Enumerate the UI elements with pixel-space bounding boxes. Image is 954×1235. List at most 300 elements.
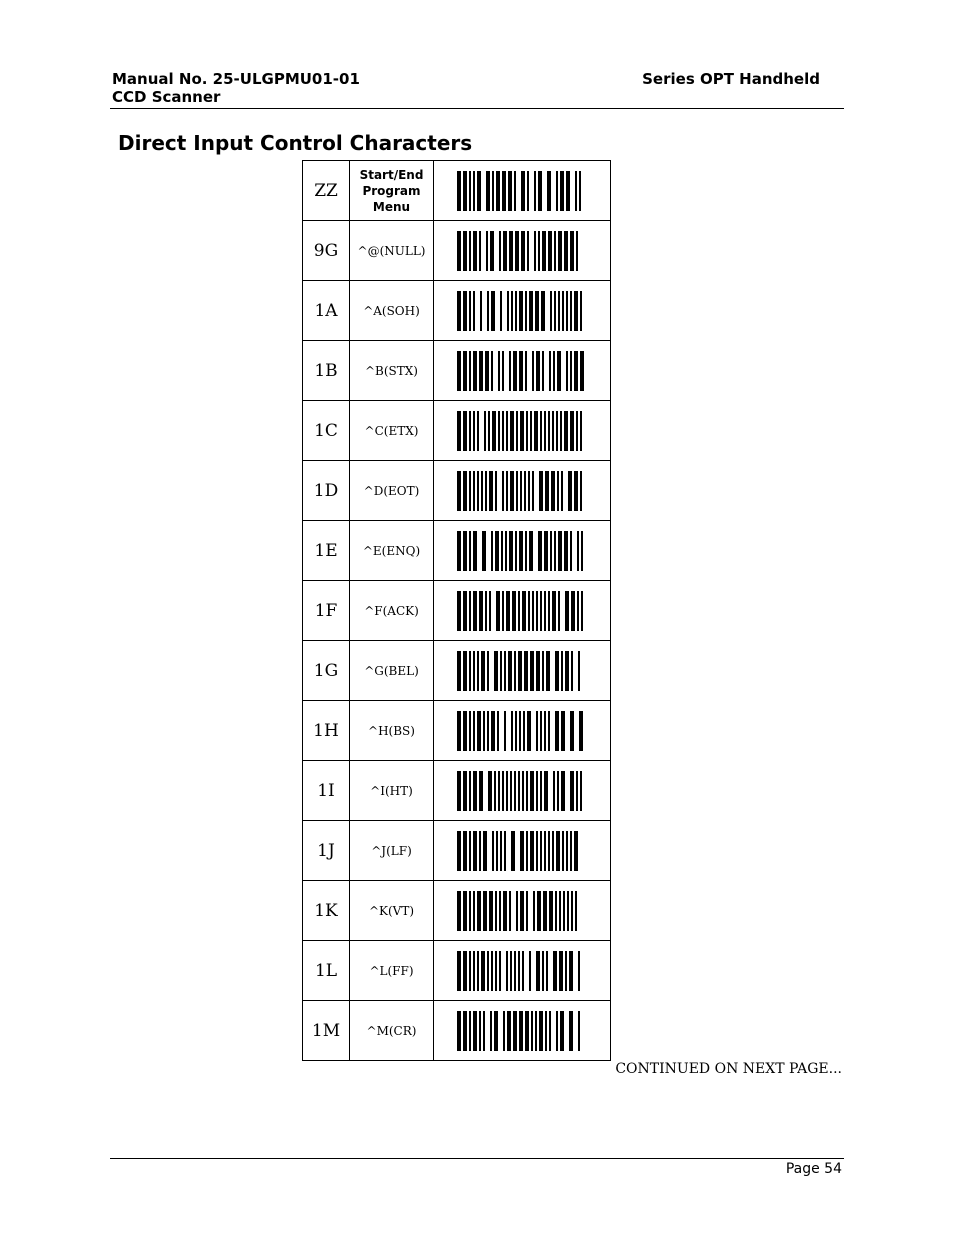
barcode-bar (484, 411, 486, 451)
row-code: 1K (303, 881, 350, 941)
barcode-bar (477, 471, 479, 511)
barcode-bar (509, 891, 511, 931)
table-row (303, 521, 611, 581)
barcode-bar (534, 171, 536, 211)
row-description: ^@(NULL) (350, 221, 434, 281)
barcode-bar (515, 711, 517, 751)
barcode-bar (525, 291, 527, 331)
barcode-image (457, 1011, 587, 1051)
barcode-image (457, 891, 587, 931)
row-code: 1G (303, 641, 350, 701)
barcode-bar (533, 891, 535, 931)
barcode-bar (513, 351, 517, 391)
barcode-bar (516, 411, 518, 451)
table-row (303, 221, 611, 281)
table-row (303, 581, 611, 641)
table-row (303, 461, 611, 521)
barcode-bar (506, 411, 508, 451)
barcode-bar (535, 1011, 537, 1051)
barcode-bar (580, 771, 582, 811)
table-row (303, 761, 611, 821)
barcode-bar (560, 171, 564, 211)
barcode-image (457, 771, 587, 811)
barcode-bar (536, 951, 540, 991)
barcode-bar (463, 171, 467, 211)
barcode-image (457, 951, 587, 991)
barcode-bar (553, 771, 555, 811)
barcode-bar (557, 471, 559, 511)
barcode-bar (490, 1011, 492, 1051)
barcode-bar (566, 351, 568, 391)
barcode-bar (536, 591, 538, 631)
table-row (303, 641, 611, 701)
barcode-bar (548, 591, 550, 631)
barcode-image (457, 711, 587, 751)
barcode-bar (540, 711, 542, 751)
barcode-bar (510, 411, 514, 451)
product-name: CCD Scanner (112, 88, 221, 106)
barcode-bar (562, 291, 564, 331)
barcode-bar (473, 711, 475, 751)
barcode-bar (531, 1011, 533, 1051)
barcode-bar (544, 831, 546, 871)
barcode-bar (570, 831, 572, 871)
barcode-bar (570, 771, 574, 811)
row-barcode (434, 221, 611, 281)
barcode-bar (519, 291, 523, 331)
barcode-bar (521, 231, 525, 271)
barcode-bar (562, 831, 564, 871)
barcode-bar (495, 951, 497, 991)
barcode-bar (580, 351, 584, 391)
header-divider (110, 108, 844, 109)
barcode-bar (549, 351, 551, 391)
barcode-bar (485, 591, 487, 631)
barcode-bar (485, 351, 489, 391)
barcode-bar (538, 171, 542, 211)
barcode-bar (530, 831, 534, 871)
barcode-bar (457, 1011, 461, 1051)
barcode-bar (463, 351, 467, 391)
barcode-bar (581, 531, 583, 571)
barcode-bar (580, 291, 582, 331)
barcode-bar (489, 471, 493, 511)
barcode-bar (529, 531, 533, 571)
barcode-bar (457, 471, 461, 511)
barcode-bar (496, 831, 498, 871)
barcode-bar (545, 1011, 547, 1051)
row-description: Start/End Program Menu (350, 161, 434, 221)
barcode-bar (527, 711, 531, 751)
barcode-bar (527, 171, 529, 211)
barcode-bar (481, 951, 485, 991)
barcode-bar (494, 651, 498, 691)
barcode-bar (469, 891, 471, 931)
barcode-bar (502, 171, 506, 211)
barcode-bar (473, 951, 475, 991)
header-left (112, 70, 360, 106)
barcode-bar (532, 591, 534, 631)
barcode-bar (576, 771, 578, 811)
row-barcode (434, 881, 611, 941)
barcode-bar (463, 411, 467, 451)
barcode-bar (556, 171, 558, 211)
barcode-bar (536, 831, 538, 871)
barcode-bar (521, 171, 525, 211)
barcode-bar (469, 471, 471, 511)
row-description: ^L(FF) (350, 941, 434, 1001)
barcode-bar (469, 651, 471, 691)
table-row (303, 341, 611, 401)
barcode-bar (496, 171, 500, 211)
row-barcode (434, 641, 611, 701)
barcode-bar (514, 951, 516, 991)
barcode-bar (578, 951, 580, 991)
barcode-bar (495, 471, 497, 511)
barcode-bar (542, 651, 544, 691)
barcode-bar (457, 171, 461, 211)
barcode-bar (519, 351, 523, 391)
barcode-bar (469, 231, 471, 271)
barcode-bar (538, 531, 542, 571)
barcode-bar (546, 951, 548, 991)
barcode-bar (463, 1011, 467, 1051)
barcode-bar (506, 471, 508, 511)
barcode-bar (509, 531, 513, 571)
barcode-bar (457, 651, 461, 691)
barcode-bar (488, 771, 492, 811)
barcode-bar (463, 831, 467, 871)
barcode-bar (469, 1011, 471, 1051)
barcode-bar (561, 651, 563, 691)
barcode-bar (558, 531, 562, 571)
barcode-bar (457, 771, 461, 811)
barcode-bar (548, 711, 550, 751)
barcode-bar (492, 831, 494, 871)
row-code: 9G (303, 221, 350, 281)
barcode-bar (544, 711, 546, 751)
barcode-bar (553, 351, 555, 391)
barcode-bar (469, 711, 471, 751)
barcode-bar (546, 651, 550, 691)
barcode-bar (544, 771, 548, 811)
barcode-bar (520, 891, 524, 931)
barcode-bar (580, 411, 582, 451)
barcode-image (457, 471, 587, 511)
barcode-bar (565, 591, 569, 631)
barcode-bar (463, 531, 467, 571)
row-code: 1C (303, 401, 350, 461)
barcode-bar (556, 411, 558, 451)
barcode-bar (525, 531, 527, 571)
barcode-bar (506, 771, 508, 811)
barcode-bar (554, 291, 556, 331)
barcode-bar (564, 231, 568, 271)
barcode-bar (483, 891, 487, 931)
barcode-bar (542, 231, 546, 271)
barcode-bar (548, 411, 550, 451)
barcode-bar (496, 591, 500, 631)
barcode-bar (545, 471, 549, 511)
barcode-bar (518, 591, 520, 631)
barcode-bar (565, 651, 569, 691)
barcode-bar (524, 651, 528, 691)
table-row (303, 161, 611, 221)
barcode-bar (569, 1011, 573, 1051)
barcode-bar (539, 471, 543, 511)
barcode-bar (570, 291, 572, 331)
barcode-bar (526, 891, 528, 931)
row-barcode (434, 821, 611, 881)
barcode-bar (530, 771, 534, 811)
barcode-bar (512, 591, 516, 631)
barcode-bar (473, 831, 477, 871)
barcode-bar (473, 291, 475, 331)
barcode-bar (579, 171, 581, 211)
barcode-bar (481, 651, 485, 691)
barcode-bar (520, 471, 522, 511)
barcode-bar (477, 711, 481, 751)
barcode-image (457, 231, 587, 271)
barcode-bar (557, 771, 559, 811)
barcode-bar (530, 651, 534, 691)
barcode-bar (577, 591, 579, 631)
barcode-bar (536, 711, 538, 751)
barcode-bar (481, 471, 483, 511)
row-barcode (434, 941, 611, 1001)
barcode-bar (457, 231, 461, 271)
barcode-bar (498, 351, 500, 391)
barcode-bar (491, 531, 493, 571)
barcode-bar (504, 711, 506, 751)
barcode-bar (477, 891, 481, 931)
barcode-bar (508, 651, 512, 691)
barcode-bar (568, 471, 572, 511)
barcode-bar (499, 231, 501, 271)
barcode-bar (555, 711, 559, 751)
barcode-bar (530, 411, 532, 451)
row-barcode (434, 581, 611, 641)
barcode-bar (532, 351, 534, 391)
barcode-bar (502, 591, 504, 631)
barcode-bar (487, 651, 489, 691)
barcode-bar (526, 771, 528, 811)
barcode-bar (457, 291, 461, 331)
row-barcode (434, 461, 611, 521)
barcode-bar (463, 291, 467, 331)
barcode-image (457, 411, 587, 451)
barcode-bar (457, 591, 461, 631)
barcode-bar (554, 231, 556, 271)
barcode-bar (479, 231, 481, 271)
barcode-bar (507, 291, 509, 331)
barcode-bar (483, 1011, 485, 1051)
row-barcode (434, 281, 611, 341)
row-description: ^J(LF) (350, 821, 434, 881)
barcode-bar (558, 291, 560, 331)
row-barcode (434, 341, 611, 401)
barcode-bar (473, 651, 475, 691)
barcode-bar (563, 891, 565, 931)
barcode-bar (534, 411, 538, 451)
row-code: ZZ (303, 161, 350, 221)
barcode-bar (578, 651, 580, 691)
barcode-bar (566, 291, 568, 331)
barcode-bar (477, 171, 481, 211)
barcode-bar (580, 471, 582, 511)
barcode-bar (525, 351, 527, 391)
barcode-bar (548, 831, 550, 871)
barcode-bar (486, 171, 490, 211)
barcode-bar (487, 951, 489, 991)
barcode-bar (571, 651, 573, 691)
barcode-bar (529, 291, 533, 331)
barcode-bar (571, 591, 575, 631)
barcode-bar (556, 831, 560, 871)
barcode-bar (518, 771, 520, 811)
barcode-image (457, 651, 587, 691)
barcode-bar (549, 1011, 551, 1051)
barcode-bar (491, 711, 495, 751)
barcode-bar (494, 1011, 498, 1051)
row-code: 1B (303, 341, 350, 401)
barcode-bar (566, 831, 568, 871)
barcode-bar (510, 471, 514, 511)
barcode-bar (519, 1011, 523, 1051)
barcode-bar (554, 531, 556, 571)
barcode-bar (491, 951, 493, 991)
barcode-bar (463, 891, 467, 931)
barcode-bar (552, 411, 554, 451)
barcode-bar (457, 411, 461, 451)
page-number: Page 54 (785, 1161, 842, 1177)
barcode-bar (542, 951, 544, 991)
barcode-bar (520, 411, 524, 451)
barcode-bar (514, 651, 516, 691)
row-code: 1E (303, 521, 350, 581)
row-barcode (434, 401, 611, 461)
barcode-bar (529, 951, 531, 991)
barcode-bar (506, 591, 510, 631)
barcode-bar (551, 471, 555, 511)
row-code: 1M (303, 1001, 350, 1061)
barcode-image (457, 291, 587, 331)
row-code: 1I (303, 761, 350, 821)
barcode-bar (542, 351, 544, 391)
barcode-bar (536, 771, 538, 811)
table-row (303, 1001, 611, 1061)
barcode-bar (463, 651, 467, 691)
barcode-bar (482, 531, 486, 571)
manual-number: Manual No. 25-ULGPMU01-01 (112, 70, 360, 88)
barcode-bar (536, 651, 540, 691)
barcode-bar (463, 231, 467, 271)
barcode-bar (479, 591, 483, 631)
barcode-bar (502, 411, 504, 451)
barcode-bar (575, 171, 577, 211)
barcode-bar (538, 231, 540, 271)
barcode-bar (457, 831, 461, 871)
barcode-bar (463, 591, 467, 631)
barcode-bar (491, 291, 495, 331)
row-description: ^M(CR) (350, 1001, 434, 1061)
barcode-bar (494, 771, 496, 811)
barcode-bar (539, 1011, 543, 1051)
barcode-bar (469, 951, 471, 991)
barcode-bar (485, 471, 487, 511)
barcode-bar (556, 1011, 558, 1051)
barcode-bar (503, 231, 507, 271)
barcode-bar (558, 591, 560, 631)
barcode-bar (520, 831, 524, 871)
row-code: 1D (303, 461, 350, 521)
barcode-bar (566, 171, 570, 211)
barcode-bar (500, 831, 502, 871)
continued-note: CONTINUED ON NEXT PAGE... (615, 1061, 842, 1077)
barcode-bar (511, 711, 513, 751)
barcode-bar (523, 711, 525, 751)
barcode-bar (577, 531, 579, 571)
row-barcode (434, 161, 611, 221)
barcode-bar (522, 591, 526, 631)
barcode-bar (504, 651, 506, 691)
barcode-bar (490, 231, 494, 271)
barcode-bar (514, 771, 516, 811)
barcode-bar (547, 171, 551, 211)
barcode-bar (540, 591, 542, 631)
barcode-bar (544, 591, 546, 631)
barcode-bar (500, 651, 502, 691)
table-row (303, 281, 611, 341)
barcode-bar (495, 531, 499, 571)
barcode-bar (457, 951, 461, 991)
barcode-bar (502, 351, 504, 391)
barcode-bar (552, 831, 554, 871)
barcode-bar (469, 831, 471, 871)
barcode-bar (567, 891, 569, 931)
row-barcode (434, 1001, 611, 1061)
barcode-bar (527, 231, 529, 271)
barcode-bar (557, 351, 561, 391)
series-name: Series OPT Handheld (642, 70, 820, 88)
barcode-bar (516, 891, 518, 931)
barcode-bar (522, 771, 524, 811)
barcode-bar (561, 711, 565, 751)
row-code: 1A (303, 281, 350, 341)
barcode-bar (570, 231, 574, 271)
barcode-bar (469, 411, 471, 451)
barcode-bar (555, 891, 557, 931)
barcode-bar (555, 651, 559, 691)
row-barcode (434, 521, 611, 581)
barcode-bar (473, 591, 477, 631)
barcode-bar (469, 291, 471, 331)
barcode-bar (473, 471, 475, 511)
barcode-bar (489, 891, 493, 931)
barcode-bar (473, 171, 475, 211)
barcode-bar (463, 471, 467, 511)
barcode-bar (483, 711, 485, 751)
row-code: 1F (303, 581, 350, 641)
barcode-bar (574, 831, 578, 871)
barcode-image (457, 351, 587, 391)
barcode-bar (483, 831, 487, 871)
barcode-bar (479, 771, 483, 811)
barcode-bar (505, 531, 507, 571)
barcode-bar (473, 771, 477, 811)
barcode-bar (491, 351, 493, 391)
barcode-bar (492, 411, 496, 451)
